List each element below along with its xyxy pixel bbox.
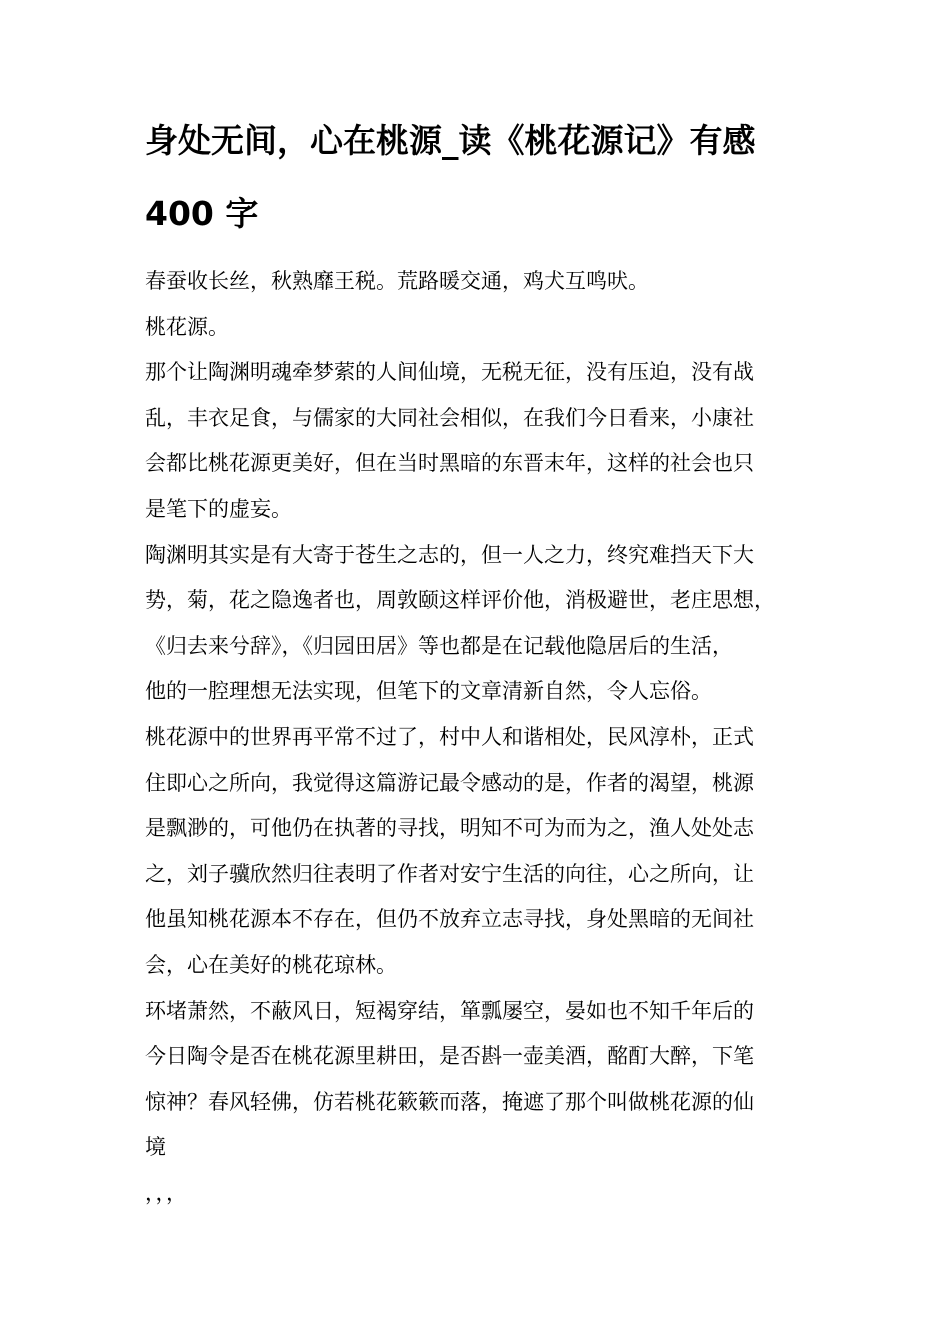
body-line: 那个让陶渊明魂牵梦萦的人间仙境，无税无征，没有压迫，没有战 (145, 360, 754, 385)
body-line: 是飘渺的，可他仍在执著的寻找，明知不可为而为之，渔人处处志 (145, 816, 754, 841)
body-line: 惊神？春风轻佛，仿若桃花簌簌而落，掩遮了那个叫做桃花源的仙 (145, 1089, 754, 1114)
body-line: 桃花源中的世界再平常不过了，村中人和谐相处，民风淳朴，正式 (145, 724, 754, 749)
body-line: 是笔下的虚妄。 (145, 496, 292, 521)
body-line: 他的一腔理想无法实现，但笔下的文章清新自然，令人忘俗。 (145, 679, 712, 704)
body-line: 桃花源。 (145, 314, 229, 339)
body-line: 会，心在美好的桃花琼林。 (145, 952, 397, 977)
body-line: 势，菊，花之隐逸者也，周敦颐这样评价他，消极避世，老庄思想， (145, 588, 775, 613)
body-line: 《归去来兮辞》，《归园田居》等也都是在记载他隐居后的生活， (145, 633, 733, 658)
body-line: 环堵萧然，不蔽风日，短褐穿结，箪瓢屡空，晏如也不知千年后的 (145, 998, 754, 1023)
document-body (145, 264, 825, 1221)
body-line: 之，刘子骥欣然归往表明了作者对安宁生活的向往，心之所向，让 (145, 861, 754, 886)
body-line: 春蚕收长丝，秋熟靡王税。荒路暖交通，鸡犬互鸣吠。 (145, 269, 649, 293)
document-title-line-1: 身处无间，心在桃源_读《桃花源记》有感 (145, 121, 756, 160)
body-line: 今日陶令是否在桃花源里耕田，是否斟一壶美酒，酩酊大醉，下笔 (145, 1044, 754, 1069)
body-line: 住即心之所向，我觉得这篇游记最令感动的是，作者的渴望，桃源 (145, 770, 754, 795)
body-line: 他虽知桃花源本不存在，但仍不放弃立志寻找，身处黑暗的无间社 (145, 907, 754, 932)
body-line: 乱，丰衣足食，与儒家的大同社会相似，在我们今日看来，小康社 (145, 405, 754, 430)
document-title-line-2: 400 字 (145, 194, 259, 233)
body-line: 会都比桃花源更美好，但在当时黑暗的东晋末年，这样的社会也只 (145, 451, 754, 476)
body-line: 境 (145, 1135, 166, 1160)
body-line: 陶渊明其实是有大寄于苍生之志的，但一人之力，终究难挡天下大 (145, 542, 754, 567)
body-line: ，，， (145, 1180, 187, 1205)
